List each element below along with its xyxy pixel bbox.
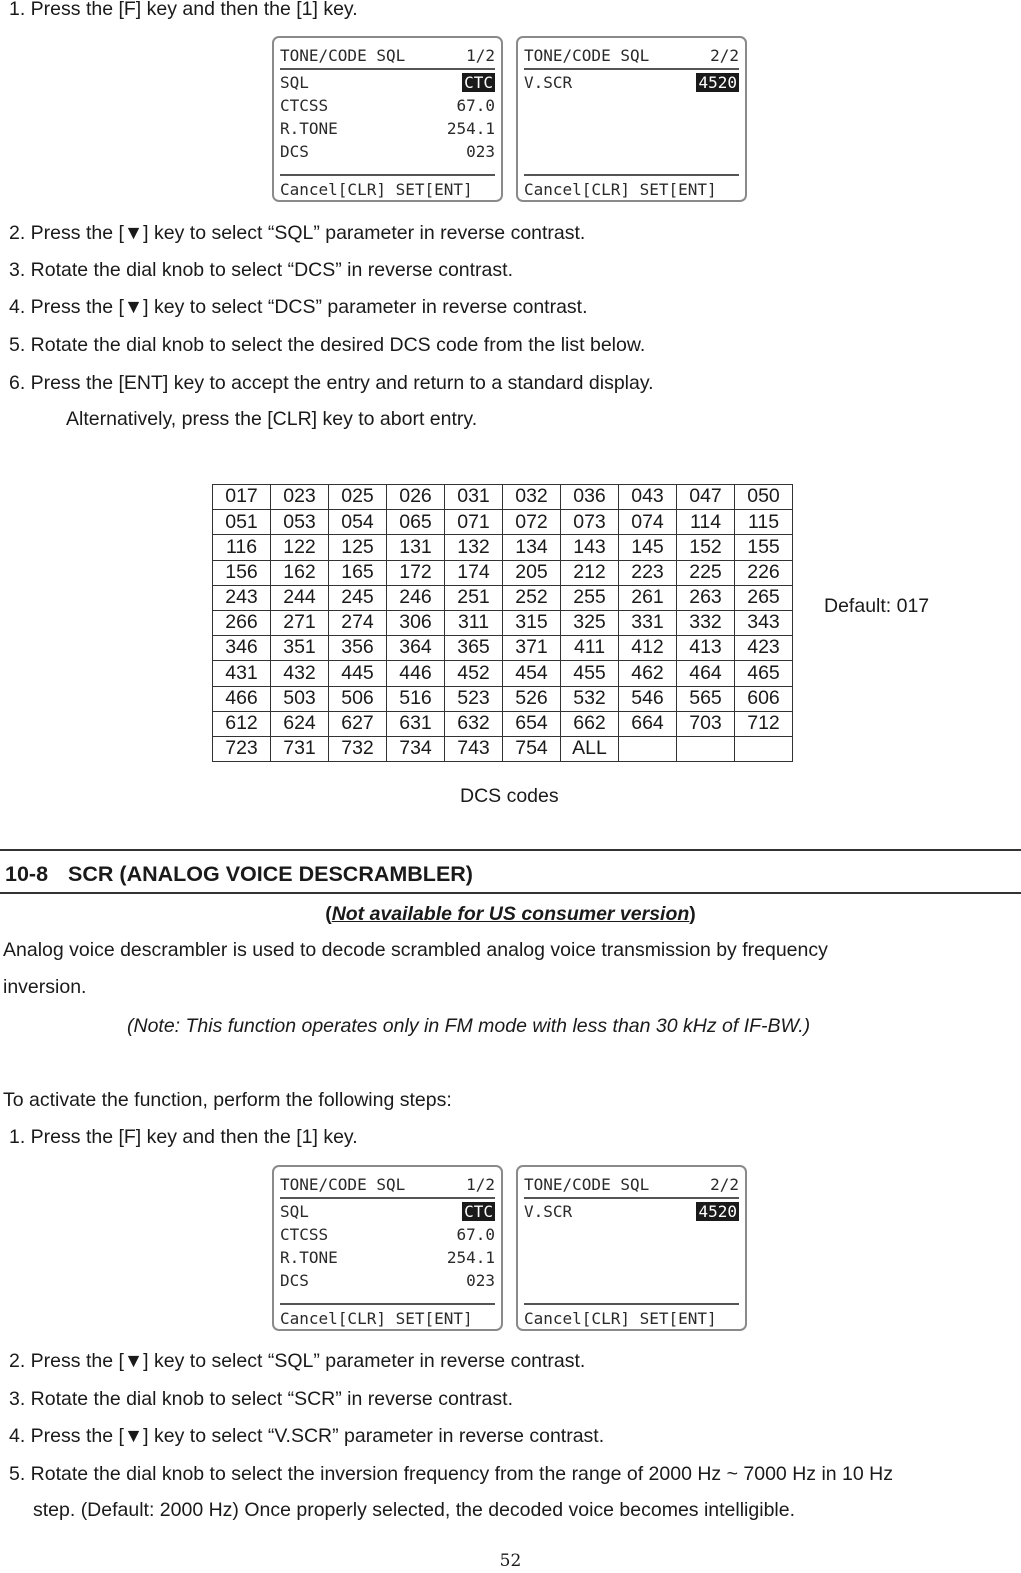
dcs-code-cell: 516	[387, 686, 445, 711]
dcs-code-cell: 411	[561, 636, 619, 661]
lcd-page-2	[516, 1165, 747, 1331]
lcd-divider	[524, 68, 739, 70]
dcs-default: Default: 017	[824, 595, 930, 617]
dcs-code-cell: 466	[213, 686, 271, 711]
dcs-code-cell: 131	[387, 535, 445, 560]
dcs-code-cell: 506	[329, 686, 387, 711]
dcs-code-cell: 325	[561, 610, 619, 635]
lcd-label-ctcss: CTCSS	[280, 96, 329, 115]
dcs-code-cell: 452	[445, 661, 503, 686]
dcs-code-cell: 412	[619, 636, 677, 661]
dcs-code-cell	[735, 736, 793, 761]
dcs-code-cell: 074	[619, 510, 677, 535]
dcs-code-cell: 047	[677, 485, 735, 510]
lcd-label-sql: SQL	[280, 73, 309, 92]
lcd-page-2	[516, 36, 747, 202]
dcs-code-cell: 212	[561, 560, 619, 585]
lcd-title: TONE/CODE SQL	[280, 1175, 406, 1194]
dcs-code-cell: 174	[445, 560, 503, 585]
lcd-page-indicator: 1/2	[466, 46, 495, 65]
lcd-label-sql: SQL	[280, 1202, 309, 1221]
dcs-caption: DCS codes	[460, 785, 559, 807]
dcs-code-cell: 116	[213, 535, 271, 560]
dcs-code-cell: 664	[619, 711, 677, 736]
dcs-code-cell: 703	[677, 711, 735, 736]
step-6-alt: Alternatively, press the [CLR] key to abort entry.	[66, 408, 478, 430]
dcs-code-cell: 606	[735, 686, 793, 711]
step-3-bottom: 3. Rotate the dial knob to select “SCR” in reverse contrast.	[9, 1388, 513, 1410]
dcs-code-cell: 365	[445, 636, 503, 661]
lcd-title: TONE/CODE SQL	[524, 1175, 650, 1194]
dcs-code-cell: 454	[503, 661, 561, 686]
table-row	[213, 510, 793, 535]
section-number: 10-8	[5, 862, 49, 886]
dcs-code-cell: 114	[677, 510, 735, 535]
step-3-top: 3. Rotate the dial knob to select “DCS” in reverse contrast.	[9, 259, 513, 281]
step-6-top: 6. Press the [ENT] key to accept the entry and return to a standard display.	[9, 372, 654, 394]
table-row	[213, 636, 793, 661]
step-5-bottom: 5. Rotate the dial knob to select the inversion frequency from the range of 2000 Hz ~ 7000 Hz in 10 Hz	[9, 1463, 893, 1485]
lcd-footer: Cancel[CLR] SET[ENT]	[280, 1309, 473, 1328]
steps-intro: To activate the function, perform the following steps:	[3, 1089, 452, 1111]
section-rule-bottom	[0, 892, 1021, 894]
dcs-code-cell: 274	[329, 610, 387, 635]
dcs-code-cell: 356	[329, 636, 387, 661]
lcd-title: TONE/CODE SQL	[280, 46, 406, 65]
dcs-code-cell: 172	[387, 560, 445, 585]
dcs-code-cell: 315	[503, 610, 561, 635]
dcs-code-cell: 017	[213, 485, 271, 510]
dcs-code-cell: 445	[329, 661, 387, 686]
dcs-code-cell: 252	[503, 585, 561, 610]
lcd-label-vscr: V.SCR	[524, 1202, 573, 1221]
dcs-code-cell: 065	[387, 510, 445, 535]
dcs-code-cell: 243	[213, 585, 271, 610]
dcs-code-cell: 455	[561, 661, 619, 686]
dcs-code-cell: 526	[503, 686, 561, 711]
lcd-screens-bottom	[272, 1165, 748, 1333]
table-row	[213, 560, 793, 585]
lcd-label-rtone: R.TONE	[280, 1248, 338, 1267]
table-row	[213, 585, 793, 610]
section-title: SCR (ANALOG VOICE DESCRAMBLER)	[68, 862, 473, 886]
dcs-code-cell: 423	[735, 636, 793, 661]
lcd-value-sql: CTC	[464, 73, 493, 92]
dcs-code-cell: 263	[677, 585, 735, 610]
lcd-page-indicator: 2/2	[710, 46, 739, 65]
dcs-code-cell: 612	[213, 711, 271, 736]
dcs-code-cell: 226	[735, 560, 793, 585]
dcs-code-cell: 351	[271, 636, 329, 661]
dcs-code-cell: 225	[677, 560, 735, 585]
dcs-code-cell: 734	[387, 736, 445, 761]
step-4-bottom: 4. Press the [▼] key to select “V.SCR” parameter in reverse contrast.	[9, 1425, 605, 1447]
step-4-top: 4. Press the [▼] key to select “DCS” parameter in reverse contrast.	[9, 296, 588, 318]
dcs-code-cell: 332	[677, 610, 735, 635]
dcs-code-cell: 546	[619, 686, 677, 711]
description-line-1: Analog voice descrambler is used to decode scrambled analog voice transmission by frequency	[3, 939, 828, 961]
lcd-divider	[280, 174, 495, 176]
dcs-code-cell: 054	[329, 510, 387, 535]
dcs-code-cell: 523	[445, 686, 503, 711]
dcs-code-cell: 223	[619, 560, 677, 585]
lcd-page-indicator: 1/2	[466, 1175, 495, 1194]
dcs-code-cell: 156	[213, 560, 271, 585]
dcs-code-cell: 073	[561, 510, 619, 535]
dcs-code-cell: 371	[503, 636, 561, 661]
dcs-code-cell: 246	[387, 585, 445, 610]
availability-text: Not available for US consumer version	[331, 903, 690, 925]
lcd-page-1	[272, 1165, 503, 1331]
dcs-code-cell: 631	[387, 711, 445, 736]
dcs-code-cell: 255	[561, 585, 619, 610]
dcs-code-cell: 265	[735, 585, 793, 610]
dcs-code-cell: 627	[329, 711, 387, 736]
dcs-code-cell: 122	[271, 535, 329, 560]
lcd-value-ctcss: 67.0	[456, 1225, 495, 1244]
lcd-page-indicator: 2/2	[710, 1175, 739, 1194]
dcs-code-cell: 251	[445, 585, 503, 610]
lcd-value-rtone: 254.1	[446, 119, 495, 138]
lcd-label-ctcss: CTCSS	[280, 1225, 329, 1244]
table-row	[213, 661, 793, 686]
table-row	[213, 736, 793, 761]
dcs-code-cell: 025	[329, 485, 387, 510]
dcs-code-cell: 331	[619, 610, 677, 635]
dcs-code-cell: 731	[271, 736, 329, 761]
dcs-code-cell: 712	[735, 711, 793, 736]
lcd-title: TONE/CODE SQL	[524, 46, 650, 65]
dcs-code-cell: 043	[619, 485, 677, 510]
dcs-code-cell: 446	[387, 661, 445, 686]
dcs-code-cell: 462	[619, 661, 677, 686]
dcs-code-cell: 413	[677, 636, 735, 661]
availability-note: (Not available for US consumer version)	[325, 903, 696, 925]
lcd-divider	[524, 174, 739, 176]
dcs-code-cell: 125	[329, 535, 387, 560]
lcd-footer: Cancel[CLR] SET[ENT]	[524, 180, 717, 199]
lcd-label-dcs: DCS	[280, 1271, 309, 1290]
table-row	[213, 686, 793, 711]
dcs-code-cell: 053	[271, 510, 329, 535]
dcs-code-cell: 261	[619, 585, 677, 610]
dcs-code-cell: 132	[445, 535, 503, 560]
lcd-screens-top	[272, 36, 748, 204]
dcs-code-cell: 245	[329, 585, 387, 610]
lcd-value-ctcss: 67.0	[456, 96, 495, 115]
step-1-bottom: 1. Press the [F] key and then the [1] key.	[9, 1126, 358, 1148]
dcs-code-cell: 346	[213, 636, 271, 661]
dcs-code-cell: 743	[445, 736, 503, 761]
dcs-code-cell: 311	[445, 610, 503, 635]
lcd-page-1	[272, 36, 503, 202]
dcs-code-cell	[677, 736, 735, 761]
step-2-top: 2. Press the [▼] key to select “SQL” parameter in reverse contrast.	[9, 222, 586, 244]
section-rule-top	[0, 849, 1021, 851]
dcs-code-cell: 145	[619, 535, 677, 560]
table-row	[213, 610, 793, 635]
lcd-divider	[280, 1303, 495, 1305]
dcs-code-cell: 732	[329, 736, 387, 761]
lcd-footer: Cancel[CLR] SET[ENT]	[280, 180, 473, 199]
lcd-label-rtone: R.TONE	[280, 119, 338, 138]
dcs-code-cell: 723	[213, 736, 271, 761]
dcs-code-cell: ALL	[561, 736, 619, 761]
table-row	[213, 711, 793, 736]
dcs-code-cell: 364	[387, 636, 445, 661]
dcs-code-cell: 432	[271, 661, 329, 686]
table-row	[213, 485, 793, 510]
dcs-code-cell: 032	[503, 485, 561, 510]
dcs-code-cell: 465	[735, 661, 793, 686]
dcs-code-cell: 624	[271, 711, 329, 736]
dcs-code-cell: 244	[271, 585, 329, 610]
description-line-2: inversion.	[3, 976, 87, 998]
lcd-footer: Cancel[CLR] SET[ENT]	[524, 1309, 717, 1328]
lcd-label-dcs: DCS	[280, 142, 309, 161]
dcs-code-cell: 152	[677, 535, 735, 560]
lcd-value-vscr: 4520	[698, 73, 737, 92]
dcs-code-cell: 162	[271, 560, 329, 585]
dcs-code-cell: 565	[677, 686, 735, 711]
lcd-divider	[524, 1197, 739, 1199]
dcs-code-cell: 023	[271, 485, 329, 510]
dcs-code-cell: 464	[677, 661, 735, 686]
dcs-code-cell: 050	[735, 485, 793, 510]
dcs-code-table	[212, 484, 793, 762]
dcs-code-cell: 431	[213, 661, 271, 686]
dcs-code-cell	[619, 736, 677, 761]
dcs-code-cell: 134	[503, 535, 561, 560]
dcs-code-cell: 051	[213, 510, 271, 535]
lcd-value-sql: CTC	[464, 1202, 493, 1221]
dcs-code-cell: 306	[387, 610, 445, 635]
section-heading	[5, 862, 473, 887]
lcd-value-dcs: 023	[466, 142, 495, 161]
step-2-bottom: 2. Press the [▼] key to select “SQL” parameter in reverse contrast.	[9, 1350, 586, 1372]
dcs-code-cell: 271	[271, 610, 329, 635]
step-1-top: 1. Press the [F] key and then the [1] key.	[9, 0, 358, 20]
dcs-code-cell: 072	[503, 510, 561, 535]
dcs-code-cell: 754	[503, 736, 561, 761]
dcs-code-cell: 662	[561, 711, 619, 736]
lcd-value-rtone: 254.1	[446, 1248, 495, 1267]
dcs-code-cell: 205	[503, 560, 561, 585]
dcs-code-cell: 503	[271, 686, 329, 711]
dcs-code-cell: 031	[445, 485, 503, 510]
lcd-value-dcs: 023	[466, 1271, 495, 1290]
lcd-value-vscr: 4520	[698, 1202, 737, 1221]
lcd-label-vscr: V.SCR	[524, 73, 573, 92]
dcs-code-cell: 165	[329, 560, 387, 585]
dcs-code-cell: 143	[561, 535, 619, 560]
dcs-code-cell: 532	[561, 686, 619, 711]
dcs-code-cell: 115	[735, 510, 793, 535]
page-number: 52	[499, 1551, 522, 1571]
dcs-code-cell: 654	[503, 711, 561, 736]
dcs-code-cell: 632	[445, 711, 503, 736]
step-5-bottom-cont: step. (Default: 2000 Hz) Once properly selected, the decoded voice becomes intelligible.	[33, 1499, 796, 1521]
function-note: (Note: This function operates only in FM mode with less than 30 kHz of IF-BW.)	[127, 1015, 811, 1037]
lcd-divider	[280, 68, 495, 70]
dcs-code-cell: 266	[213, 610, 271, 635]
lcd-divider	[524, 1303, 739, 1305]
dcs-code-cell: 343	[735, 610, 793, 635]
table-row	[213, 535, 793, 560]
lcd-divider	[280, 1197, 495, 1199]
dcs-code-cell: 155	[735, 535, 793, 560]
step-5-top: 5. Rotate the dial knob to select the desired DCS code from the list below.	[9, 334, 646, 356]
dcs-code-cell: 036	[561, 485, 619, 510]
dcs-code-cell: 071	[445, 510, 503, 535]
dcs-code-cell: 026	[387, 485, 445, 510]
